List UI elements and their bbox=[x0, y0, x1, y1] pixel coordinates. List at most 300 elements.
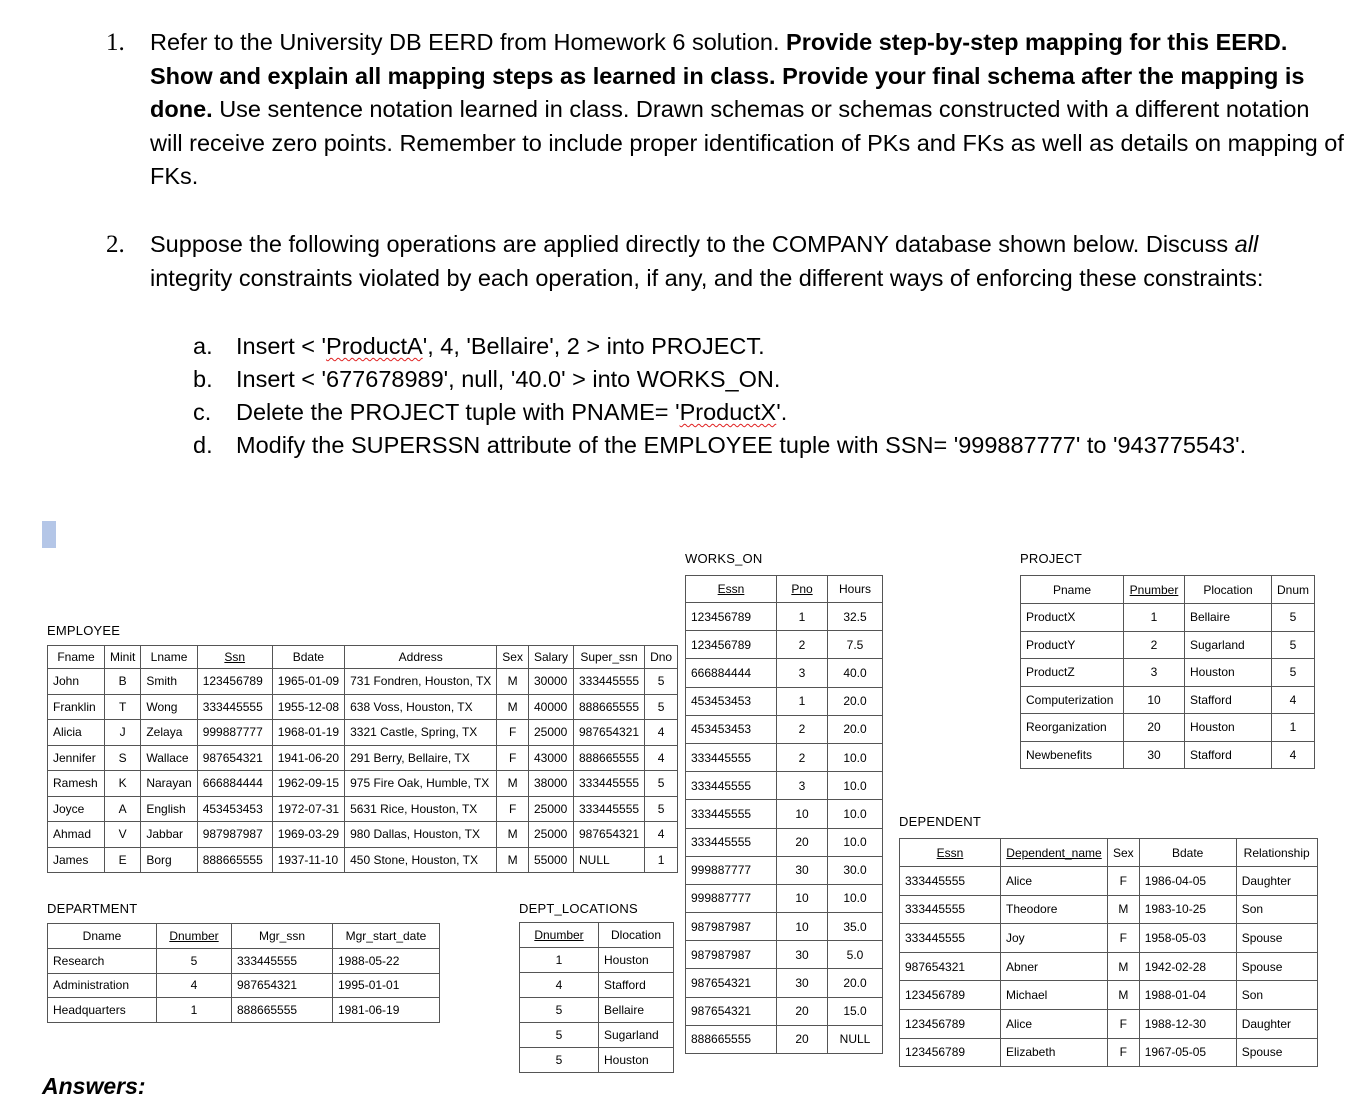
operation-text bbox=[236, 396, 787, 429]
table-cell: 10.0 bbox=[828, 884, 883, 912]
table-cell: 123456789 bbox=[900, 981, 1001, 1010]
table-cell: 453453453 bbox=[197, 796, 272, 822]
project-table-title: PROJECT bbox=[1020, 551, 1083, 566]
table-cell: 20 bbox=[1124, 714, 1185, 742]
table-cell: 975 Fire Oak, Humble, TX bbox=[345, 771, 497, 797]
table-cell: 10 bbox=[777, 884, 828, 912]
table-cell: 38000 bbox=[528, 771, 573, 797]
table-cell: 5 bbox=[645, 694, 678, 720]
table-cell: 5 bbox=[1272, 631, 1315, 659]
q1-text-a: Refer to the University DB EERD from Homework 6 solution. bbox=[150, 29, 787, 55]
table-cell: Stafford bbox=[1185, 741, 1272, 769]
table-cell: 15.0 bbox=[828, 997, 883, 1025]
table-cell: F bbox=[497, 720, 529, 746]
table-cell: Wallace bbox=[141, 745, 197, 771]
column-header: Mgr_start_date bbox=[333, 924, 440, 949]
table-cell: 7.5 bbox=[828, 631, 883, 659]
table-cell: K bbox=[105, 771, 141, 797]
table-cell: 5 bbox=[645, 771, 678, 797]
table-cell: F bbox=[497, 796, 529, 822]
table-cell: M bbox=[1108, 895, 1140, 924]
table-cell: 1 bbox=[157, 998, 232, 1023]
table-cell: 30 bbox=[777, 941, 828, 969]
column-header: Dlocation bbox=[599, 923, 674, 948]
table-cell: 43000 bbox=[528, 745, 573, 771]
operation-label: a. bbox=[193, 333, 213, 359]
table-cell: 10.0 bbox=[828, 828, 883, 856]
table-cell: NULL bbox=[574, 847, 645, 873]
table-row bbox=[1021, 604, 1315, 632]
column-header: Lname bbox=[141, 646, 197, 669]
table-cell: 888665555 bbox=[686, 1025, 777, 1053]
column-header: Plocation bbox=[1185, 576, 1272, 604]
table-cell: 10.0 bbox=[828, 800, 883, 828]
table-cell: 987654321 bbox=[574, 822, 645, 848]
table-cell: Daughter bbox=[1236, 867, 1317, 896]
table-row bbox=[48, 847, 678, 873]
table-cell: 987654321 bbox=[686, 969, 777, 997]
table-cell: John bbox=[48, 669, 105, 695]
table-row bbox=[48, 694, 678, 720]
table-cell: NULL bbox=[828, 1025, 883, 1053]
column-header: Dnum bbox=[1272, 576, 1315, 604]
table-cell: 333445555 bbox=[686, 772, 777, 800]
table-row bbox=[900, 1009, 1318, 1038]
table-cell: Spouse bbox=[1236, 952, 1317, 981]
table-cell: 333445555 bbox=[900, 895, 1001, 924]
department-table bbox=[47, 923, 440, 1023]
table-cell: 10 bbox=[1124, 686, 1185, 714]
table-cell: 1968-01-19 bbox=[272, 720, 344, 746]
table-header-row bbox=[48, 924, 440, 949]
column-header: Minit bbox=[105, 646, 141, 669]
table-row bbox=[686, 828, 883, 856]
table-cell: 2 bbox=[1124, 631, 1185, 659]
table-row bbox=[900, 867, 1318, 896]
table-cell: M bbox=[1108, 952, 1140, 981]
table-row bbox=[48, 771, 678, 797]
table-cell: 987654321 bbox=[197, 745, 272, 771]
table-cell: 1 bbox=[777, 687, 828, 715]
table-cell: Stafford bbox=[599, 973, 674, 998]
table-cell: Spouse bbox=[1236, 924, 1317, 953]
table-cell: 5 bbox=[1272, 604, 1315, 632]
table-cell: Headquarters bbox=[48, 998, 157, 1023]
table-cell: Abner bbox=[1001, 952, 1108, 981]
q2-text-a: Suppose the following operations are applied directly to the COMPANY database shown below. Discuss bbox=[150, 231, 1235, 257]
spellcheck-flagged-word: ProductX bbox=[679, 399, 777, 425]
column-header: Pname bbox=[1021, 576, 1124, 604]
table-cell: Bellaire bbox=[599, 998, 674, 1023]
table-cell: F bbox=[1108, 924, 1140, 953]
operation-label: b. bbox=[193, 366, 213, 392]
table-cell: 1983-10-25 bbox=[1139, 895, 1236, 924]
operation-label: d. bbox=[193, 432, 213, 458]
column-header: Dnumber bbox=[157, 924, 232, 949]
table-cell: 450 Stone, Houston, TX bbox=[345, 847, 497, 873]
q1-bold-text: Provide step-by-step mapping for this EERD. Show and explain all mapping steps as learned in class. Provide your final schema after the mapping is done. bbox=[150, 29, 1305, 123]
table-cell: Newbenefits bbox=[1021, 741, 1124, 769]
table-cell: 987654321 bbox=[900, 952, 1001, 981]
operation-pre: Insert < ' bbox=[236, 333, 327, 359]
answers-label: Answers: bbox=[42, 1073, 146, 1099]
project-table bbox=[1020, 575, 1315, 769]
table-cell: F bbox=[1108, 1009, 1140, 1038]
table-cell: 25000 bbox=[528, 720, 573, 746]
table-cell: Stafford bbox=[1185, 686, 1272, 714]
table-cell: 10.0 bbox=[828, 743, 883, 771]
table-cell: 291 Berry, Bellaire, TX bbox=[345, 745, 497, 771]
table-cell: Son bbox=[1236, 981, 1317, 1010]
table-cell: M bbox=[1108, 981, 1140, 1010]
column-header: Hours bbox=[828, 576, 883, 603]
table-row bbox=[900, 924, 1318, 953]
table-row bbox=[1021, 659, 1315, 687]
table-cell: 333445555 bbox=[232, 949, 333, 974]
table-header-row bbox=[1021, 576, 1315, 604]
table-cell: 40000 bbox=[528, 694, 573, 720]
table-cell: Wong bbox=[141, 694, 197, 720]
table-cell: 20 bbox=[777, 997, 828, 1025]
table-cell: 666884444 bbox=[686, 659, 777, 687]
operation-text bbox=[236, 429, 1246, 462]
column-header: Sex bbox=[497, 646, 529, 669]
table-cell: 20.0 bbox=[828, 687, 883, 715]
table-cell: 1 bbox=[645, 847, 678, 873]
table-cell: 4 bbox=[645, 822, 678, 848]
table-row bbox=[900, 981, 1318, 1010]
table-cell: 123456789 bbox=[686, 631, 777, 659]
table-row bbox=[686, 997, 883, 1025]
table-cell: B bbox=[105, 669, 141, 695]
table-cell: 987987987 bbox=[686, 941, 777, 969]
table-cell: Zelaya bbox=[141, 720, 197, 746]
table-cell: 30 bbox=[1124, 741, 1185, 769]
table-cell: 123456789 bbox=[197, 669, 272, 695]
operation-post: '. bbox=[776, 399, 788, 425]
table-cell: 333445555 bbox=[574, 669, 645, 695]
table-row bbox=[686, 856, 883, 884]
employee-table-title: EMPLOYEE bbox=[47, 623, 121, 638]
table-row bbox=[48, 822, 678, 848]
table-cell: 2 bbox=[777, 743, 828, 771]
table-cell: Sugarland bbox=[599, 1023, 674, 1048]
table-cell: 1955-12-08 bbox=[272, 694, 344, 720]
column-header: Sex bbox=[1108, 839, 1140, 867]
column-header: Super_ssn bbox=[574, 646, 645, 669]
table-cell: 333445555 bbox=[900, 867, 1001, 896]
table-row bbox=[900, 1038, 1318, 1067]
table-row bbox=[686, 969, 883, 997]
table-cell: 999887777 bbox=[686, 884, 777, 912]
table-cell: 35.0 bbox=[828, 913, 883, 941]
table-cell: 30 bbox=[777, 969, 828, 997]
table-cell: 4 bbox=[157, 973, 232, 998]
table-cell: Computerization bbox=[1021, 686, 1124, 714]
table-cell: 4 bbox=[645, 720, 678, 746]
column-header: Ssn bbox=[197, 646, 272, 669]
table-cell: 638 Voss, Houston, TX bbox=[345, 694, 497, 720]
table-cell: 20 bbox=[777, 1025, 828, 1053]
operation-pre: Delete the PROJECT tuple with PNAME= ' bbox=[236, 399, 680, 425]
table-cell: 2 bbox=[777, 631, 828, 659]
table-cell: Borg bbox=[141, 847, 197, 873]
column-header: Dname bbox=[48, 924, 157, 949]
table-cell: 999887777 bbox=[197, 720, 272, 746]
table-cell: 5 bbox=[520, 1023, 599, 1048]
column-header: Salary bbox=[528, 646, 573, 669]
table-cell: 123456789 bbox=[900, 1009, 1001, 1038]
table-cell: Michael bbox=[1001, 981, 1108, 1010]
table-cell: Spouse bbox=[1236, 1038, 1317, 1067]
table-cell: Daughter bbox=[1236, 1009, 1317, 1038]
table-cell: 25000 bbox=[528, 796, 573, 822]
table-cell: 2 bbox=[777, 715, 828, 743]
table-cell: 333445555 bbox=[686, 800, 777, 828]
column-header: Relationship bbox=[1236, 839, 1317, 867]
table-row bbox=[520, 1023, 674, 1048]
table-row bbox=[900, 952, 1318, 981]
table-cell: 1981-06-19 bbox=[333, 998, 440, 1023]
table-cell: 987654321 bbox=[232, 973, 333, 998]
table-row bbox=[686, 913, 883, 941]
table-cell: 1 bbox=[1272, 714, 1315, 742]
table-cell: 987654321 bbox=[574, 720, 645, 746]
table-cell: V bbox=[105, 822, 141, 848]
table-row bbox=[1021, 631, 1315, 659]
table-cell: 20 bbox=[777, 828, 828, 856]
operation-text bbox=[236, 330, 765, 363]
table-row bbox=[686, 603, 883, 631]
table-cell: 32.5 bbox=[828, 603, 883, 631]
table-row bbox=[1021, 686, 1315, 714]
table-cell: 1941-06-20 bbox=[272, 745, 344, 771]
table-cell: Bellaire bbox=[1185, 604, 1272, 632]
table-cell: M bbox=[497, 771, 529, 797]
table-cell: 987987987 bbox=[197, 822, 272, 848]
table-cell: 1965-01-09 bbox=[272, 669, 344, 695]
table-row bbox=[686, 800, 883, 828]
table-cell: M bbox=[497, 847, 529, 873]
table-row bbox=[48, 949, 440, 974]
table-row bbox=[686, 631, 883, 659]
table-cell: 1988-01-04 bbox=[1139, 981, 1236, 1010]
q2-text-b: integrity constraints violated by each operation, if any, and the different ways of enforcing these constraints: bbox=[150, 264, 1264, 291]
column-header: Essn bbox=[686, 576, 777, 603]
table-row bbox=[48, 745, 678, 771]
table-cell: 333445555 bbox=[686, 828, 777, 856]
table-cell: 10 bbox=[777, 800, 828, 828]
table-row bbox=[686, 941, 883, 969]
table-cell: M bbox=[497, 694, 529, 720]
table-cell: 55000 bbox=[528, 847, 573, 873]
department-table-title: DEPARTMENT bbox=[47, 901, 138, 916]
table-cell: 5 bbox=[645, 669, 678, 695]
operation-text bbox=[236, 363, 780, 396]
operation-label: c. bbox=[193, 399, 212, 425]
table-cell: 1 bbox=[520, 948, 599, 973]
works-on-table bbox=[685, 575, 883, 1054]
table-cell: 987987987 bbox=[686, 913, 777, 941]
table-cell: 40.0 bbox=[828, 659, 883, 687]
table-row bbox=[686, 743, 883, 771]
table-row bbox=[520, 973, 674, 998]
question-2-text bbox=[150, 228, 1346, 295]
table-cell: Alice bbox=[1001, 867, 1108, 896]
table-cell: ProductY bbox=[1021, 631, 1124, 659]
table-cell: 888665555 bbox=[197, 847, 272, 873]
table-cell: M bbox=[497, 669, 529, 695]
column-header: Dependent_name bbox=[1001, 839, 1108, 867]
table-cell: 4 bbox=[1272, 686, 1315, 714]
table-cell: 888665555 bbox=[574, 694, 645, 720]
table-cell: E bbox=[105, 847, 141, 873]
column-header: Bdate bbox=[272, 646, 344, 669]
table-header-row bbox=[48, 646, 678, 669]
table-cell: Sugarland bbox=[1185, 631, 1272, 659]
table-cell: Houston bbox=[599, 948, 674, 973]
table-header-row bbox=[686, 576, 883, 603]
table-cell: 1958-05-03 bbox=[1139, 924, 1236, 953]
works-on-table-title: WORKS_ON bbox=[685, 551, 763, 566]
table-cell: 5 bbox=[1272, 659, 1315, 687]
table-cell: 5 bbox=[645, 796, 678, 822]
table-cell: 5 bbox=[157, 949, 232, 974]
question-2-number: 2. bbox=[106, 231, 125, 258]
table-cell: 3 bbox=[1124, 659, 1185, 687]
table-cell: J bbox=[105, 720, 141, 746]
table-cell: 453453453 bbox=[686, 715, 777, 743]
table-cell: 5631 Rice, Houston, TX bbox=[345, 796, 497, 822]
table-cell: Jennifer bbox=[48, 745, 105, 771]
column-header: Essn bbox=[900, 839, 1001, 867]
column-header: Address bbox=[345, 646, 497, 669]
column-header: Dno bbox=[645, 646, 678, 669]
table-cell: 30.0 bbox=[828, 856, 883, 884]
table-cell: 453453453 bbox=[686, 687, 777, 715]
spellcheck-flagged-word: ProductA bbox=[326, 333, 423, 359]
table-row bbox=[1021, 714, 1315, 742]
table-cell: 333445555 bbox=[574, 771, 645, 797]
table-cell: Smith bbox=[141, 669, 197, 695]
table-cell: 1995-01-01 bbox=[333, 973, 440, 998]
table-cell: 980 Dallas, Houston, TX bbox=[345, 822, 497, 848]
q2-italic-text: all bbox=[1234, 231, 1259, 257]
table-cell: Joyce bbox=[48, 796, 105, 822]
operation-pre: Insert < '677678989', null, '40.0' > into WORKS_ON. bbox=[236, 366, 781, 392]
table-row bbox=[48, 973, 440, 998]
table-row bbox=[48, 796, 678, 822]
table-cell: M bbox=[497, 822, 529, 848]
table-cell: Alice bbox=[1001, 1009, 1108, 1038]
table-cell: 30000 bbox=[528, 669, 573, 695]
table-cell: 1937-11-10 bbox=[272, 847, 344, 873]
table-row bbox=[48, 669, 678, 695]
table-cell: Research bbox=[48, 949, 157, 974]
table-cell: 1962-09-15 bbox=[272, 771, 344, 797]
table-cell: 333445555 bbox=[686, 743, 777, 771]
table-cell: 666884444 bbox=[197, 771, 272, 797]
table-cell: 4 bbox=[645, 745, 678, 771]
table-cell: Ahmad bbox=[48, 822, 105, 848]
table-cell: F bbox=[497, 745, 529, 771]
table-cell: Joy bbox=[1001, 924, 1108, 953]
table-cell: 5.0 bbox=[828, 941, 883, 969]
table-cell: 3 bbox=[777, 659, 828, 687]
table-cell: 1972-07-31 bbox=[272, 796, 344, 822]
table-row bbox=[686, 772, 883, 800]
table-cell: 10.0 bbox=[828, 772, 883, 800]
table-cell: 1988-12-30 bbox=[1139, 1009, 1236, 1038]
table-cell: Ramesh bbox=[48, 771, 105, 797]
table-cell: F bbox=[1108, 1038, 1140, 1067]
dept-locations-table bbox=[519, 922, 674, 1073]
table-cell: Son bbox=[1236, 895, 1317, 924]
table-cell: Reorganization bbox=[1021, 714, 1124, 742]
table-cell: Administration bbox=[48, 973, 157, 998]
column-header: Mgr_ssn bbox=[232, 924, 333, 949]
table-cell: 25000 bbox=[528, 822, 573, 848]
question-1-number: 1. bbox=[106, 29, 125, 56]
table-cell: 1986-04-05 bbox=[1139, 867, 1236, 896]
table-row bbox=[900, 895, 1318, 924]
table-row bbox=[520, 998, 674, 1023]
table-row bbox=[686, 687, 883, 715]
table-cell: 1988-05-22 bbox=[333, 949, 440, 974]
table-cell: Elizabeth bbox=[1001, 1038, 1108, 1067]
dept-locations-table-title: DEPT_LOCATIONS bbox=[519, 901, 638, 916]
table-cell: English bbox=[141, 796, 197, 822]
column-header: Dnumber bbox=[520, 923, 599, 948]
table-cell: Jabbar bbox=[141, 822, 197, 848]
table-cell: 1 bbox=[777, 603, 828, 631]
table-header-row bbox=[900, 839, 1318, 867]
table-row bbox=[520, 948, 674, 973]
table-cell: 999887777 bbox=[686, 856, 777, 884]
table-cell: James bbox=[48, 847, 105, 873]
table-cell: 888665555 bbox=[232, 998, 333, 1023]
table-cell: 123456789 bbox=[686, 603, 777, 631]
column-header: Pno bbox=[777, 576, 828, 603]
table-cell: 123456789 bbox=[900, 1038, 1001, 1067]
table-cell: 5 bbox=[520, 998, 599, 1023]
table-cell: 1967-05-05 bbox=[1139, 1038, 1236, 1067]
table-cell: 3321 Castle, Spring, TX bbox=[345, 720, 497, 746]
table-row bbox=[48, 720, 678, 746]
table-cell: 333445555 bbox=[900, 924, 1001, 953]
table-cell: 1942-02-28 bbox=[1139, 952, 1236, 981]
table-cell: A bbox=[105, 796, 141, 822]
table-row bbox=[520, 1048, 674, 1073]
table-row bbox=[686, 659, 883, 687]
table-cell: 333445555 bbox=[197, 694, 272, 720]
table-cell: 30 bbox=[777, 856, 828, 884]
table-cell: 888665555 bbox=[574, 745, 645, 771]
table-cell: 4 bbox=[520, 973, 599, 998]
operation-pre: Modify the SUPERSSN attribute of the EMPLOYEE tuple with SSN= '999887777' to '943775543'. bbox=[236, 432, 1247, 458]
table-cell: 3 bbox=[777, 772, 828, 800]
question-1-text bbox=[150, 26, 1346, 194]
table-cell: 1 bbox=[1124, 604, 1185, 632]
dependent-table-title: DEPENDENT bbox=[899, 814, 981, 829]
table-cell: ProductX bbox=[1021, 604, 1124, 632]
table-cell: Houston bbox=[1185, 714, 1272, 742]
table-cell: 20.0 bbox=[828, 715, 883, 743]
column-header: Fname bbox=[48, 646, 105, 669]
table-row bbox=[48, 998, 440, 1023]
table-cell: 1969-03-29 bbox=[272, 822, 344, 848]
table-cell: 20.0 bbox=[828, 969, 883, 997]
